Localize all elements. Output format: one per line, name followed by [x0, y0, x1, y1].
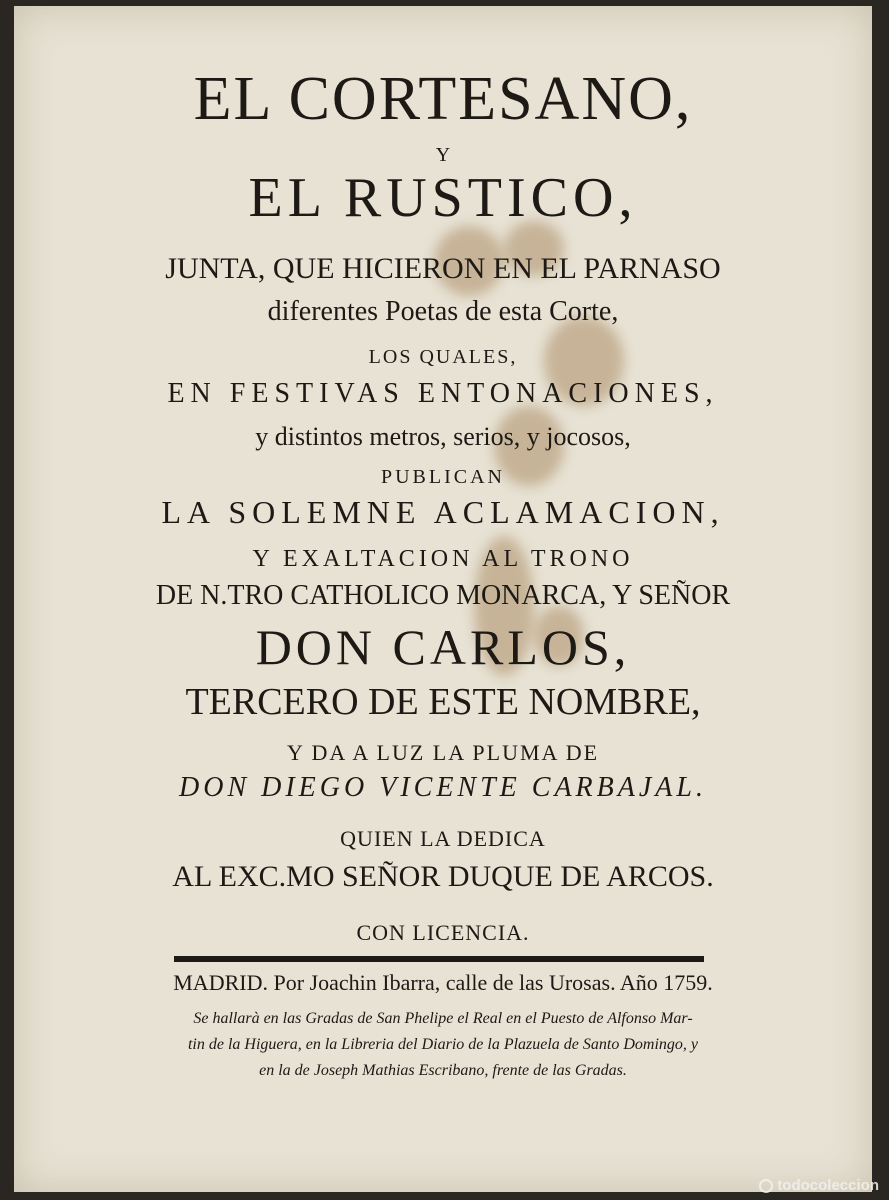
text-line: QUIEN LA DEDICA	[340, 826, 546, 851]
heading-line: AL EXC.MO SEÑOR DUQUE DE ARCOS.	[172, 860, 714, 893]
text-line: y distintos metros, serios, y jocosos,	[255, 422, 631, 451]
heading-line: JUNTA, QUE HICIERON EN EL PARNASO	[165, 252, 721, 285]
heading-line: EN FESTIVAS ENTONACIONES,	[167, 378, 719, 409]
text-line: PUBLICAN	[380, 466, 505, 488]
document-page	[14, 6, 872, 1192]
watermark-text: todocoleccion	[777, 1177, 879, 1194]
text-line: DE N.TRO CATHOLICO MONARCA, Y SEÑOR	[155, 580, 731, 611]
subtitle: EL RUSTICO,	[248, 167, 638, 229]
conjunction: Y	[435, 144, 451, 166]
sale-line: tin de la Higuera, en la Libreria del Diario de la Plazuela de Santo Domingo, y	[187, 1036, 699, 1053]
license-line: CON LICENCIA.	[356, 920, 530, 945]
heading-line: LA SOLEMNE ACLAMACION,	[161, 494, 725, 530]
title: EL CORTESANO,	[193, 65, 693, 133]
divider-rule	[174, 956, 704, 962]
heading-line: TERCERO DE ESTE NOMBRE,	[185, 681, 701, 723]
sale-line: Se hallarà en las Gradas de San Phelipe el Real en el Puesto de Alfonso Mar-	[193, 1010, 693, 1027]
text-line: Y DA A LUZ LA PLUMA DE	[286, 740, 600, 765]
imprint-line: MADRID. Por Joachin Ibarra, calle de las Urosas. Año 1759.	[173, 970, 713, 995]
sale-line: en la de Joseph Mathias Escribano, frente de las Gradas.	[259, 1062, 627, 1079]
heading-line: DON CARLOS,	[255, 619, 631, 675]
text-line: Y EXALTACION AL TRONO	[252, 546, 634, 572]
text-line: diferentes Poetas de esta Corte,	[267, 296, 619, 327]
text-line: LOS QUALES,	[368, 346, 518, 368]
watermark-logo-icon	[759, 1179, 773, 1193]
author-line: DON DIEGO VICENTE CARBAJAL.	[179, 772, 707, 803]
watermark	[759, 1177, 879, 1194]
